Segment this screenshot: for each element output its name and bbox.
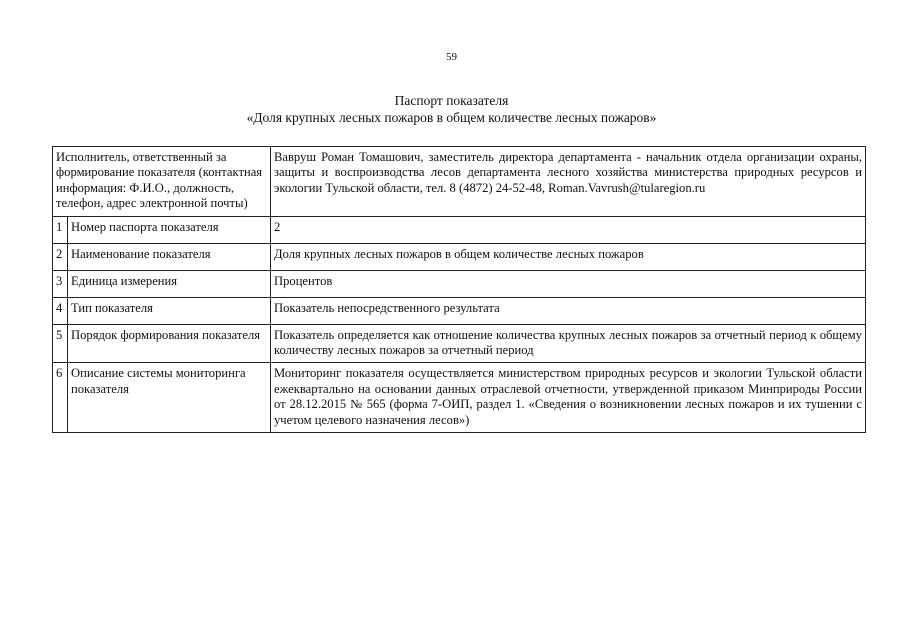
executor-value: Вавруш Роман Томашович, заместитель директора департамента - начальник отдела организации охраны, защиты и воспроизводства лесов департамента лесного хозяйства министерства природных ресурсов и экологии Тульской области, тел. 8 (4872) 24-52-48, Roman.Vavrush@tularegion.ru bbox=[271, 147, 866, 217]
table-row bbox=[53, 363, 866, 433]
document-title-line-1: Паспорт показателя bbox=[394, 93, 509, 108]
row-label: Номер паспорта показателя bbox=[68, 216, 271, 243]
row-value: Показатель непосредственного результата bbox=[271, 297, 866, 324]
page-number: 59 bbox=[446, 51, 457, 63]
table-row bbox=[53, 243, 866, 270]
row-number: 4 bbox=[53, 297, 68, 324]
table-row bbox=[53, 324, 866, 363]
row-label: Описание системы мониторинга показателя bbox=[68, 363, 271, 433]
row-value: Показатель определяется как отношение количества крупных лесных пожаров за отчетный период к общему количеству лесных пожаров за отчетный период bbox=[271, 324, 866, 363]
table-row bbox=[53, 270, 866, 297]
document-title-line-2: «Доля крупных лесных пожаров в общем количестве лесных пожаров» bbox=[246, 110, 657, 125]
row-value: Процентов bbox=[271, 270, 866, 297]
indicator-passport-table bbox=[52, 146, 866, 433]
table-row-executor bbox=[53, 147, 866, 217]
table-row bbox=[53, 216, 866, 243]
row-number: 1 bbox=[53, 216, 68, 243]
row-number: 6 bbox=[53, 363, 68, 433]
document-title bbox=[0, 92, 903, 126]
row-label: Наименование показателя bbox=[68, 243, 271, 270]
row-number: 5 bbox=[53, 324, 68, 363]
row-number: 2 bbox=[53, 243, 68, 270]
row-label: Единица измерения bbox=[68, 270, 271, 297]
row-value: Мониторинг показателя осуществляется министерством природных ресурсов и экологии Тульской области ежеквартально на основании данных отраслевой отчетности, утвержденной приказом Минприроды России от 28.12.2015 № 565 (форма 7-ОИП, раздел 1. «Сведения о возникновении лесных пожаров и их тушении с учетом целевого назначения лесов») bbox=[271, 363, 866, 433]
row-value: 2 bbox=[271, 216, 866, 243]
table-row bbox=[53, 297, 866, 324]
row-label: Порядок формирования показателя bbox=[68, 324, 271, 363]
row-value: Доля крупных лесных пожаров в общем количестве лесных пожаров bbox=[271, 243, 866, 270]
executor-label: Исполнитель, ответственный за формирование показателя (контактная информация: Ф.И.О., должность, телефон, адрес электронной почты) bbox=[53, 147, 271, 217]
row-number: 3 bbox=[53, 270, 68, 297]
row-label: Тип показателя bbox=[68, 297, 271, 324]
